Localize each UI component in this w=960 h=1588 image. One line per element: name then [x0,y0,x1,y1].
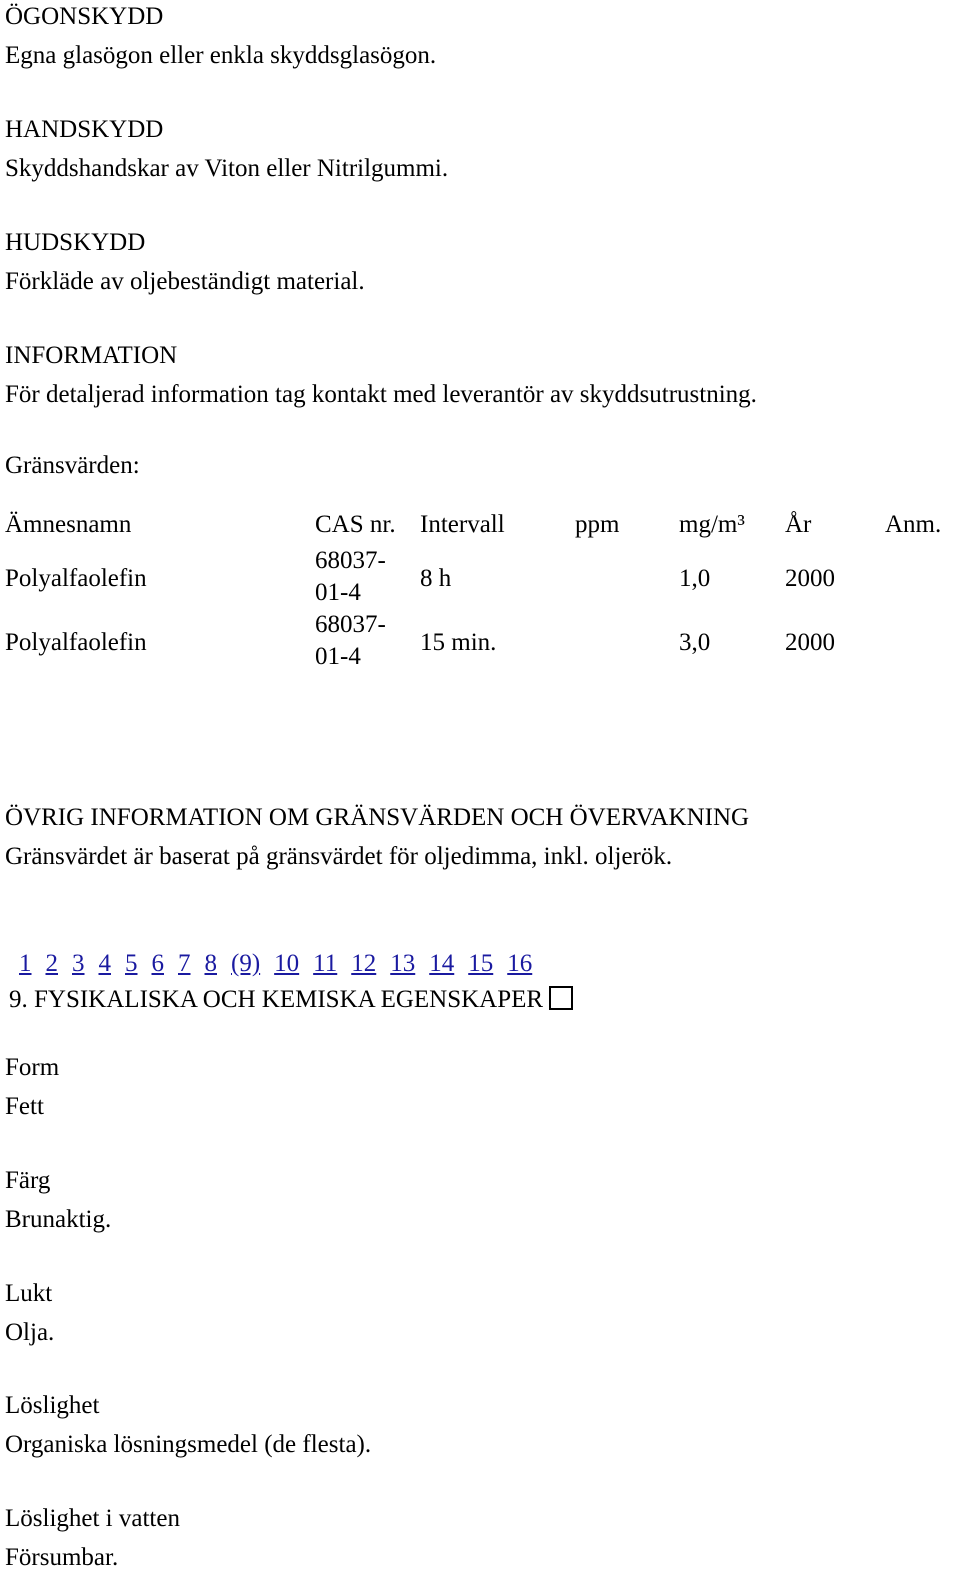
nav-link-11[interactable]: 11 [313,950,338,977]
property-color [5,1161,111,1239]
property-solubility [5,1386,371,1464]
information-section [5,336,757,414]
hand-protection-heading: HANDSKYDD [5,116,164,143]
cell-year: 2000 [785,629,835,656]
header-ppm: ppm [575,511,620,538]
header-cas-number: CAS nr. [315,511,396,538]
skin-protection-section [5,223,365,301]
property-odor [5,1274,54,1352]
property-value: Organiska lösningsmedel (de flesta). [5,1431,372,1458]
nav-link-14[interactable]: 14 [429,950,455,977]
eye-protection-section [5,0,436,75]
section-heading [9,980,573,1019]
limits-title [5,446,140,485]
header-remark: Anm. [885,511,942,538]
nav-link-5[interactable]: 5 [125,950,138,977]
other-info-section [5,798,749,876]
eye-protection-heading: ÖGONSKYDD [5,3,164,30]
cell-interval: 15 min. [420,629,497,656]
nav-link-7[interactable]: 7 [178,950,191,977]
hand-protection-text: Skyddshandskar av Viton eller Nitrilgummi. [5,155,449,182]
cell-cas-number [315,609,386,673]
cas-part-2: 01-4 [315,643,361,670]
header-substance-name: Ämnesnamn [5,511,132,538]
skin-protection-heading: HUDSKYDD [5,229,146,256]
cas-part-1: 68037- [315,611,386,638]
property-water-solubility [5,1499,180,1577]
nav-link-12[interactable]: 12 [351,950,377,977]
eye-protection-text: Egna glasögon eller enkla skyddsglasögon. [5,42,437,69]
section-heading-text: 9. FYSIKALISKA OCH KEMISKA EGENSKAPER [9,986,544,1013]
limits-title-text: Gränsvärden: [5,452,140,479]
nav-link-2[interactable]: 2 [45,950,58,977]
information-text: För detaljerad information tag kontakt med leverantör av skyddsutrustning. [5,381,757,408]
nav-link-4[interactable]: 4 [98,950,111,977]
table-row [5,545,955,609]
nav-link-6[interactable]: 6 [151,950,164,977]
section-navigation [19,944,546,983]
other-info-text: Gränsvärdet är baserat på gränsvärdet för oljedimma, inkl. oljerök. [5,843,673,870]
property-label: Form [5,1054,60,1081]
nav-link-13[interactable]: 13 [390,950,416,977]
property-value: Fett [5,1093,44,1120]
checkbox-square-icon [549,986,573,1010]
nav-link-15[interactable]: 15 [468,950,494,977]
cell-year: 2000 [785,565,835,592]
other-info-heading: ÖVRIG INFORMATION OM GRÄNSVÄRDEN OCH ÖVERVAKNING [5,804,750,831]
property-label: Lukt [5,1280,53,1307]
cell-cas-number [315,545,386,609]
property-value: Olja. [5,1319,55,1346]
header-interval: Intervall [420,511,505,538]
nav-link-16[interactable]: 16 [507,950,533,977]
cas-part-1: 68037- [315,547,386,574]
nav-link-8[interactable]: 8 [204,950,217,977]
nav-link-9[interactable]: (9) [231,950,261,977]
cell-mg-per-m3: 1,0 [679,565,711,592]
table-row [5,609,955,673]
header-mg-per-m3: mg/m³ [679,511,745,538]
information-heading: INFORMATION [5,342,178,369]
limits-table [5,505,955,673]
table-header-row [5,505,955,545]
nav-link-3[interactable]: 3 [72,950,85,977]
property-value: Brunaktig. [5,1206,112,1233]
hand-protection-section [5,110,448,188]
cell-substance-name: Polyalfaolefin [5,565,147,592]
cell-substance-name: Polyalfaolefin [5,629,147,656]
nav-link-10[interactable]: 10 [274,950,300,977]
cas-part-2: 01-4 [315,579,361,606]
cell-interval: 8 h [420,565,452,592]
skin-protection-text: Förkläde av oljebeständigt material. [5,268,365,295]
property-form [5,1048,59,1126]
property-value: Försumbar. [5,1544,119,1571]
property-label: Löslighet i vatten [5,1505,180,1532]
header-year: År [785,511,812,538]
nav-link-1[interactable]: 1 [19,950,32,977]
property-label: Löslighet [5,1392,100,1419]
property-label: Färg [5,1167,51,1194]
cell-mg-per-m3: 3,0 [679,629,711,656]
